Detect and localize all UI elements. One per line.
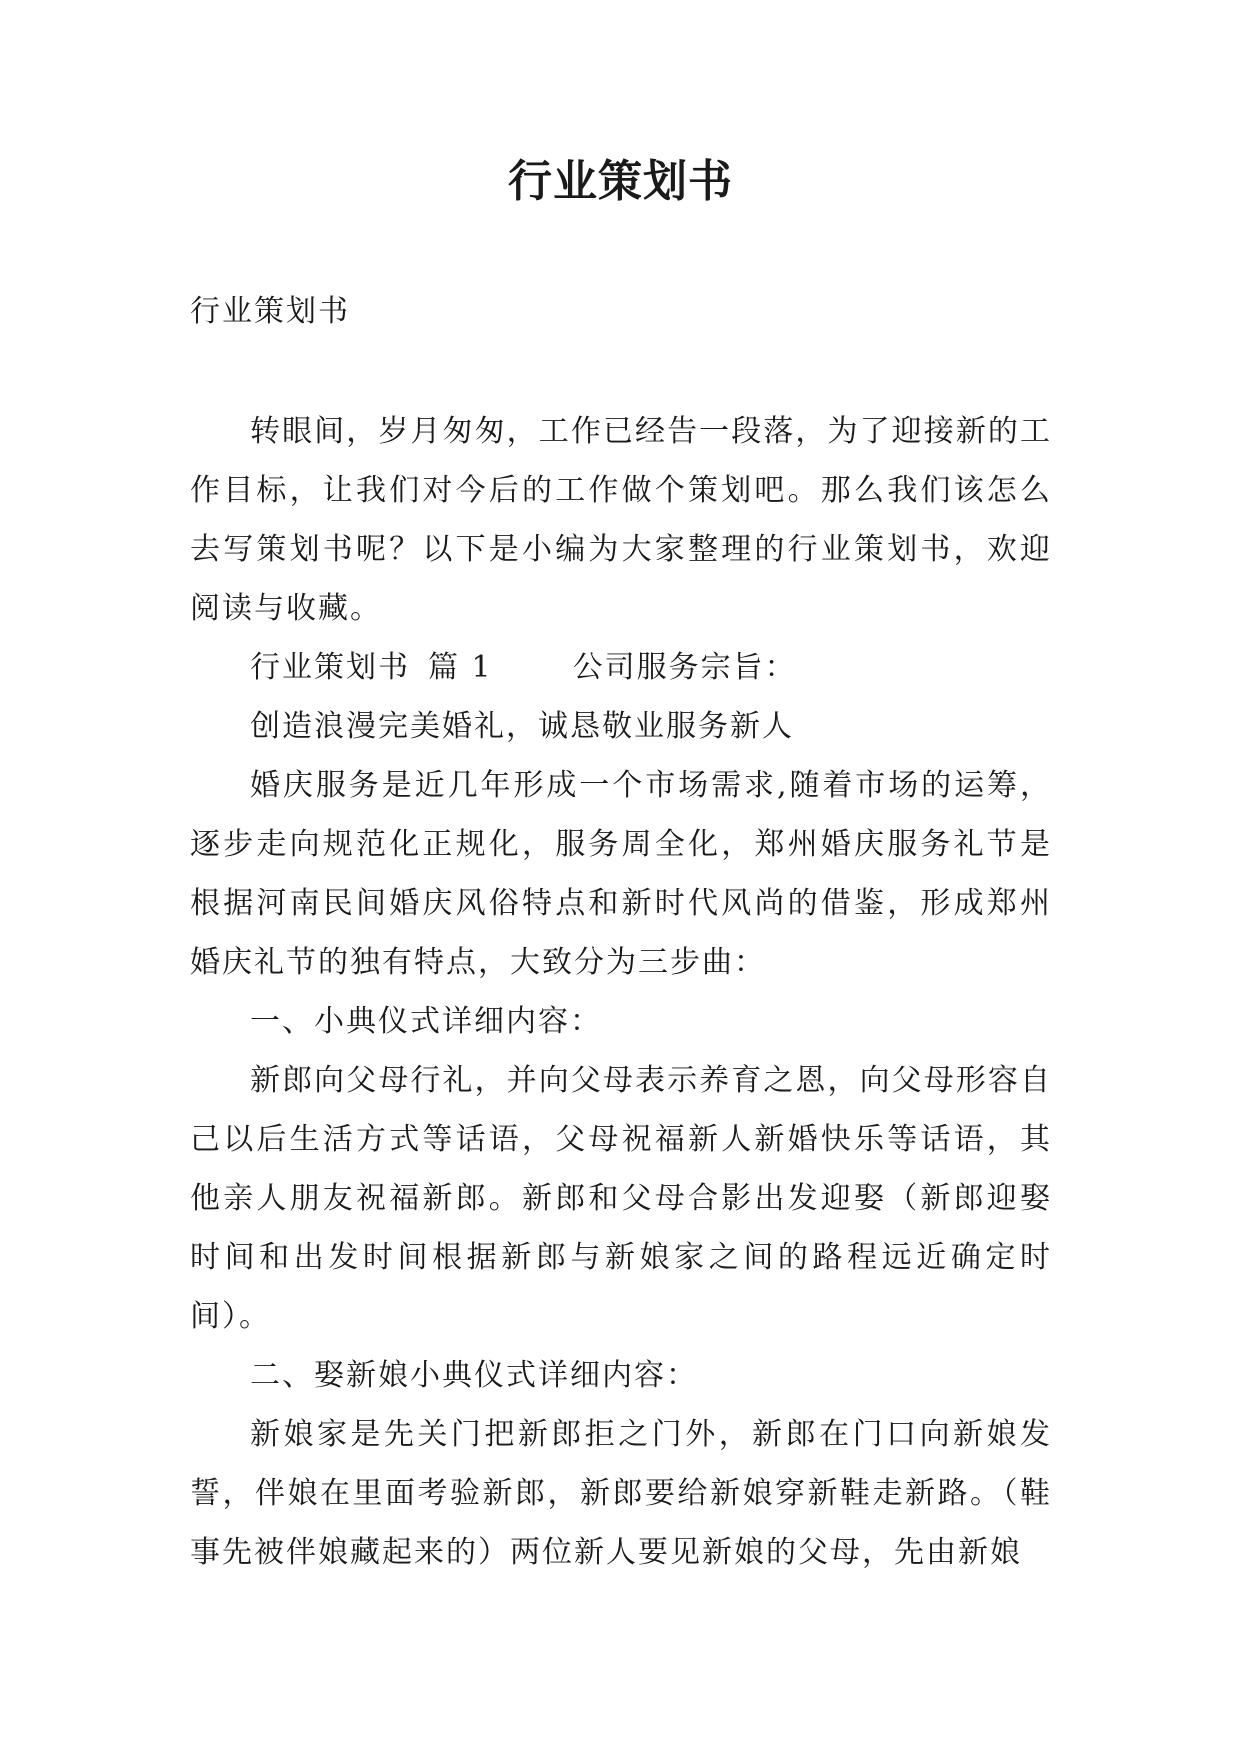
- section-heading-line: [190, 638, 1052, 697]
- small-ceremony-paragraph: 新郎向父母行礼，并向父母表示养育之恩，向父母形容自己以后生活方式等话语，父母祝福新人新婚快乐等话语，其他亲人朋友祝福新郎。新郎和父母合影出发迎娶（新郎迎娶时间和出发时间根据新郎与新娘家之间的路程远近确定时间）。: [190, 1063, 1052, 1334]
- document-subtitle: 行业策划书: [190, 294, 350, 329]
- section-number: 篇 1: [428, 650, 493, 685]
- section-heading: 行业策划书: [250, 650, 410, 685]
- bride-ceremony-heading: 二、娶新娘小典仪式详细内容：: [250, 1358, 698, 1393]
- bride-ceremony-paragraph: 新娘家是先关门把新郎拒之门外，新郎在门口向新娘发誓，伴娘在里面考验新郎，新郎要给新娘穿新鞋走新路。（鞋事先被伴娘藏起来的）两位新人要见新娘的父母，先由新娘: [190, 1417, 1052, 1570]
- section-label: 公司服务宗旨：: [572, 650, 797, 685]
- document-title: 行业策划书: [508, 156, 733, 207]
- intro-paragraph: 转眼间，岁月匆匆，工作已经告一段落，为了迎接新的工作目标，让我们对今后的工作做个策划吧。那么我们该怎么去写策划书呢？以下是小编为大家整理的行业策划书，欢迎阅读与收藏。: [190, 414, 1052, 626]
- wedding-service-paragraph: 婚庆服务是近几年形成一个市场需求,随着市场的运筹，逐步走向规范化正规化，服务周全化，郑州婚庆服务礼节是根据河南民间婚庆风俗特点和新时代风尚的借鉴，形成郑州婚庆礼节的独有特点，大致分为三步曲：: [190, 768, 1052, 980]
- document-body: [190, 402, 1052, 1582]
- service-motto-paragraph: 创造浪漫完美婚礼，诚恳敬业服务新人: [250, 709, 794, 744]
- small-ceremony-heading: 一、小典仪式详细内容：: [250, 1004, 602, 1039]
